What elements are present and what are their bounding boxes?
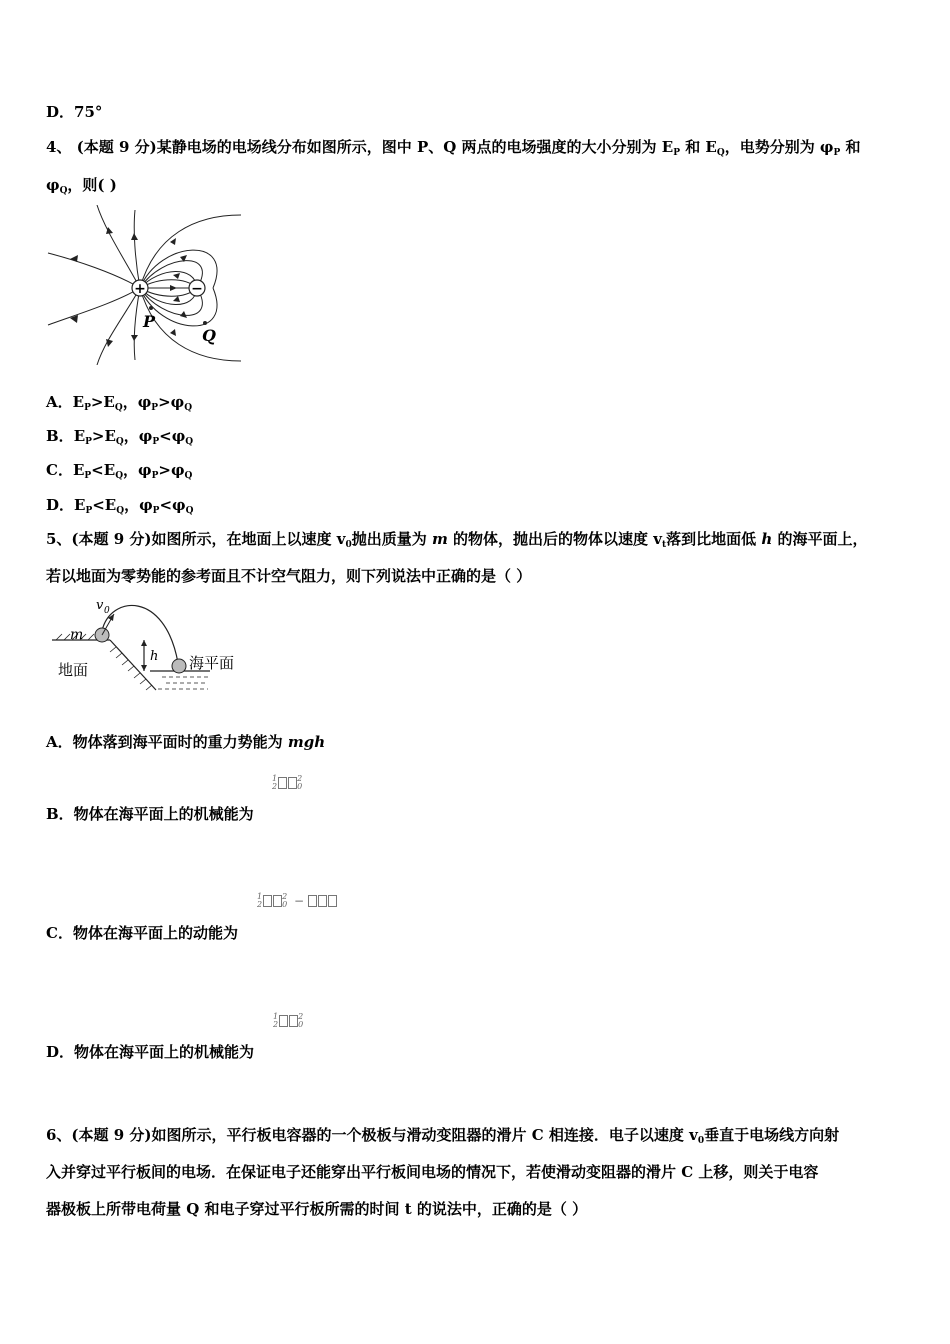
op: <E <box>91 461 116 479</box>
q6-stem-a: 6、(本题 9 分)如图所示，平行板电容器的一个极板与滑动变阻器的滑片 C 相连接．电子以速度 v <box>46 1126 698 1144</box>
sub: Q <box>115 437 124 447</box>
q4-option-b <box>46 426 193 452</box>
q4-stem-mid1: 和 E <box>685 138 717 156</box>
q4-option-c <box>46 460 192 486</box>
frac-den: 2 <box>272 782 278 791</box>
sub: Q <box>185 437 194 447</box>
sub: Q <box>184 403 193 413</box>
label-q: Q <box>202 326 216 345</box>
phi: ，φ <box>123 427 153 445</box>
q5-stem-a: 5、(本题 9 分)如图所示，在地面上以速度 v <box>46 530 346 548</box>
label-p: P <box>143 312 156 331</box>
option-letter: B． <box>46 427 74 445</box>
option-letter: A． <box>46 393 73 411</box>
e-symbol: E <box>72 461 85 479</box>
ground-label: 地面 <box>58 661 89 679</box>
q5-option-b: B．物体在海平面上的机械能为 <box>46 805 254 823</box>
q4-stem-line1 <box>46 137 861 163</box>
sub: P <box>85 506 93 516</box>
m-label: m <box>70 627 84 643</box>
sub: P <box>151 403 159 413</box>
option-letter: C． <box>46 461 73 479</box>
q4-stem-end: 和 <box>845 138 861 156</box>
sub: P <box>151 471 159 481</box>
sub: 0 <box>297 782 303 791</box>
e-symbol: E <box>74 496 86 514</box>
q4-stem-prefix: 4、 (本题 9 分)某静电场的电场线分布如图所示，图中 P、Q 两点的电场强度的大小分别为 E <box>46 138 674 156</box>
op: <φ <box>159 427 186 445</box>
frac-num: 1 <box>257 892 263 901</box>
q5-stem-d: 落到比地面低 <box>666 530 762 548</box>
v0-label: v <box>96 598 104 613</box>
sub-0: 0 <box>345 540 352 550</box>
q3-option-d: D．75° <box>46 103 103 121</box>
sub: P <box>152 506 160 516</box>
q5-option-c: C．物体在海平面上的动能为 <box>46 924 238 942</box>
sub: Q <box>184 471 193 481</box>
frac-den: 2 <box>257 900 263 909</box>
q4-option-a <box>46 392 192 418</box>
op: >E <box>91 427 116 445</box>
sup: 2 <box>282 892 288 901</box>
sub: 0 <box>298 1020 304 1029</box>
sub: 0 <box>282 900 288 909</box>
q5-option-a <box>46 732 325 752</box>
phi: ，φ <box>123 461 152 479</box>
sub: P <box>84 403 91 413</box>
minus-sign: − <box>294 893 305 908</box>
q4-stem-mid2: ，电势分别为 φ <box>724 138 834 156</box>
q4-phi: φ <box>46 176 60 194</box>
frac-num: 1 <box>273 1012 279 1021</box>
phi: ，φ <box>124 496 153 514</box>
formula-b <box>272 775 302 791</box>
field-lines-figure <box>45 205 245 365</box>
sea-label: 海平面 <box>189 654 235 672</box>
q4-stem-rest: ，则( ) <box>67 176 117 194</box>
sub-q: Q <box>716 148 725 158</box>
e-symbol: E <box>73 427 86 445</box>
q5-stem-c: 的物体，抛出后的物体以速度 v <box>447 530 662 548</box>
sup: 2 <box>298 1012 304 1021</box>
op: >φ <box>158 461 185 479</box>
h-label: h <box>150 649 159 664</box>
v0-sub: 0 <box>104 606 110 616</box>
height-symbol: h <box>761 530 773 548</box>
mgh: mgh <box>287 733 326 751</box>
option-letter: D． <box>46 496 75 514</box>
sub: Q <box>115 471 124 481</box>
q5-stem-line2: 若以地面为零势能的参考面且不计空气阻力，则下列说法中正确的是（ ） <box>46 567 532 585</box>
op: >E <box>90 393 115 411</box>
q6-stem-line2: 入并穿过平行板间的电场．在保证电子还能穿出平行板间电场的情况下，若使滑动变阻器的滑片 C 上移，则关于电容 <box>46 1163 819 1181</box>
sub: Q <box>185 506 194 516</box>
frac-den: 2 <box>273 1020 279 1029</box>
sub: P <box>85 437 92 447</box>
q5-option-d: D．物体在海平面上的机械能为 <box>46 1043 255 1061</box>
option-a-text: A．物体落到海平面时的重力势能为 <box>46 733 288 751</box>
q6-stem-line3: 器极板上所带电荷量 Q 和电子穿过平行板所需的时间 t 的说法中，正确的是（ ） <box>46 1200 588 1218</box>
op: <E <box>92 496 117 514</box>
op: <φ <box>159 496 186 514</box>
sub: P <box>84 471 92 481</box>
phi: ，φ <box>122 393 152 411</box>
sup: 2 <box>297 774 303 783</box>
q5-stem-line1 <box>46 529 868 555</box>
sub: Q <box>116 506 125 516</box>
e-symbol: E <box>72 393 85 411</box>
q4-stem-line2 <box>46 175 117 201</box>
q6-stem-b: 垂直于电场线方向射 <box>704 1126 840 1144</box>
sub-p: P <box>833 148 841 158</box>
sub-q: Q <box>59 186 68 196</box>
op: >φ <box>158 393 185 411</box>
sub: Q <box>114 403 123 413</box>
q6-stem-line1 <box>46 1125 839 1151</box>
formula-d <box>273 1013 303 1029</box>
q4-option-d <box>46 495 193 521</box>
sub: P <box>152 437 160 447</box>
formula-c <box>257 893 337 909</box>
q5-stem-b: 抛出质量为 <box>351 530 432 548</box>
q5-stem-e: 的海平面上， <box>772 530 868 548</box>
mass-symbol: m <box>431 530 448 548</box>
sub-0: 0 <box>697 1136 705 1146</box>
frac-num: 1 <box>272 774 278 783</box>
sub-p: P <box>673 148 680 158</box>
plus-charge: + <box>134 281 146 297</box>
sub-t: t <box>662 540 667 550</box>
minus-charge: − <box>191 281 203 297</box>
projectile-figure <box>50 595 250 705</box>
